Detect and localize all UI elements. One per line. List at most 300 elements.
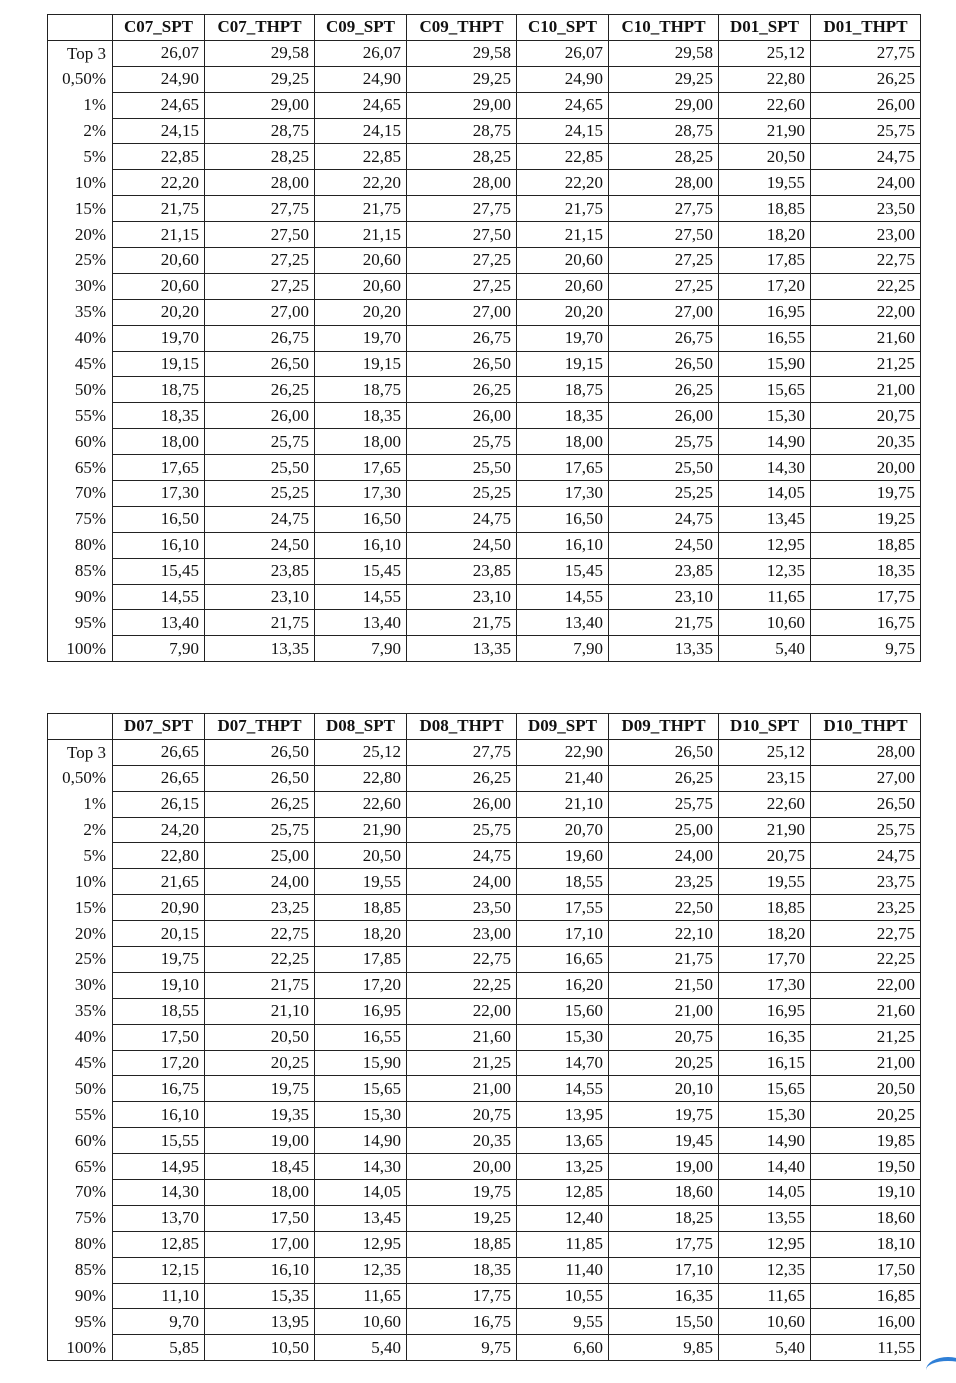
score-cell: 20,50 bbox=[719, 144, 811, 170]
table-row bbox=[48, 998, 921, 1024]
corner-cell bbox=[48, 714, 113, 740]
score-cell: 22,75 bbox=[811, 248, 921, 274]
score-cell: 20,20 bbox=[517, 299, 609, 325]
score-cell: 26,25 bbox=[205, 377, 315, 403]
score-cell: 20,20 bbox=[315, 299, 407, 325]
score-table-d-blocks bbox=[47, 713, 921, 1361]
table-row bbox=[48, 1180, 921, 1206]
score-cell: 7,90 bbox=[517, 636, 609, 662]
score-cell: 23,75 bbox=[811, 869, 921, 895]
score-cell: 25,75 bbox=[811, 817, 921, 843]
score-cell: 28,75 bbox=[205, 118, 315, 144]
column-header: C09_SPT bbox=[315, 15, 407, 41]
score-cell: 14,30 bbox=[719, 455, 811, 481]
score-cell: 20,25 bbox=[205, 1050, 315, 1076]
score-cell: 29,25 bbox=[609, 66, 719, 92]
score-cell: 19,55 bbox=[719, 170, 811, 196]
score-cell: 26,07 bbox=[315, 40, 407, 66]
score-cell: 25,25 bbox=[609, 481, 719, 507]
score-cell: 21,75 bbox=[609, 610, 719, 636]
score-cell: 22,00 bbox=[407, 998, 517, 1024]
score-cell: 23,50 bbox=[407, 895, 517, 921]
score-cell: 25,00 bbox=[205, 843, 315, 869]
table-row bbox=[48, 947, 921, 973]
score-cell: 6,60 bbox=[517, 1335, 609, 1361]
score-cell: 19,55 bbox=[315, 869, 407, 895]
score-cell: 25,75 bbox=[205, 429, 315, 455]
column-header: D09_SPT bbox=[517, 714, 609, 740]
score-cell: 24,75 bbox=[811, 843, 921, 869]
score-cell: 23,25 bbox=[811, 895, 921, 921]
score-cell: 18,55 bbox=[113, 998, 205, 1024]
score-cell: 15,55 bbox=[113, 1128, 205, 1154]
score-cell: 26,07 bbox=[113, 40, 205, 66]
score-cell: 12,85 bbox=[113, 1231, 205, 1257]
score-cell: 15,50 bbox=[609, 1309, 719, 1335]
row-label: 75% bbox=[48, 1205, 113, 1231]
score-cell: 15,60 bbox=[517, 998, 609, 1024]
row-label: 65% bbox=[48, 455, 113, 481]
score-cell: 18,35 bbox=[811, 558, 921, 584]
score-cell: 12,95 bbox=[719, 532, 811, 558]
score-cell: 22,25 bbox=[811, 273, 921, 299]
table-row bbox=[48, 222, 921, 248]
row-label: 60% bbox=[48, 429, 113, 455]
score-cell: 17,65 bbox=[315, 455, 407, 481]
score-cell: 13,55 bbox=[719, 1205, 811, 1231]
score-cell: 21,60 bbox=[811, 998, 921, 1024]
score-cell: 26,50 bbox=[205, 351, 315, 377]
row-label: 2% bbox=[48, 817, 113, 843]
row-label: Top 3 bbox=[48, 739, 113, 765]
row-label: 55% bbox=[48, 403, 113, 429]
score-cell: 14,90 bbox=[315, 1128, 407, 1154]
score-cell: 17,10 bbox=[517, 921, 609, 947]
score-cell: 21,00 bbox=[811, 1050, 921, 1076]
table-row bbox=[48, 584, 921, 610]
score-cell: 15,30 bbox=[719, 1102, 811, 1128]
column-header: D01_SPT bbox=[719, 15, 811, 41]
score-cell: 17,50 bbox=[113, 1024, 205, 1050]
score-cell: 29,58 bbox=[609, 40, 719, 66]
score-cell: 19,15 bbox=[113, 351, 205, 377]
score-cell: 14,55 bbox=[517, 1076, 609, 1102]
score-cell: 29,58 bbox=[407, 40, 517, 66]
score-cell: 20,15 bbox=[113, 921, 205, 947]
score-cell: 20,10 bbox=[609, 1076, 719, 1102]
score-cell: 20,50 bbox=[811, 1076, 921, 1102]
score-cell: 17,20 bbox=[113, 1050, 205, 1076]
score-cell: 21,00 bbox=[811, 377, 921, 403]
table-body bbox=[48, 739, 921, 1360]
column-header: D08_THPT bbox=[407, 714, 517, 740]
score-cell: 27,50 bbox=[407, 222, 517, 248]
score-cell: 11,40 bbox=[517, 1257, 609, 1283]
row-label: 70% bbox=[48, 481, 113, 507]
score-cell: 17,30 bbox=[719, 972, 811, 998]
score-cell: 20,50 bbox=[205, 1024, 315, 1050]
score-cell: 10,60 bbox=[719, 1309, 811, 1335]
table-row bbox=[48, 92, 921, 118]
score-cell: 17,20 bbox=[315, 972, 407, 998]
score-cell: 23,85 bbox=[205, 558, 315, 584]
score-cell: 19,75 bbox=[205, 1076, 315, 1102]
score-cell: 26,50 bbox=[205, 739, 315, 765]
table-row bbox=[48, 325, 921, 351]
score-cell: 11,85 bbox=[517, 1231, 609, 1257]
score-cell: 25,25 bbox=[407, 481, 517, 507]
score-cell: 15,45 bbox=[315, 558, 407, 584]
score-cell: 23,85 bbox=[407, 558, 517, 584]
row-label: 0,50% bbox=[48, 765, 113, 791]
score-cell: 18,60 bbox=[609, 1180, 719, 1206]
score-cell: 27,00 bbox=[609, 299, 719, 325]
score-cell: 22,85 bbox=[315, 144, 407, 170]
score-cell: 22,80 bbox=[315, 765, 407, 791]
row-label: 1% bbox=[48, 791, 113, 817]
score-cell: 18,45 bbox=[205, 1154, 315, 1180]
score-cell: 7,90 bbox=[315, 636, 407, 662]
row-label: 50% bbox=[48, 1076, 113, 1102]
score-cell: 26,50 bbox=[609, 739, 719, 765]
score-cell: 18,85 bbox=[407, 1231, 517, 1257]
score-cell: 18,00 bbox=[205, 1180, 315, 1206]
score-cell: 11,65 bbox=[719, 584, 811, 610]
score-cell: 27,25 bbox=[609, 273, 719, 299]
score-cell: 23,10 bbox=[205, 584, 315, 610]
score-cell: 18,20 bbox=[719, 222, 811, 248]
score-cell: 20,50 bbox=[315, 843, 407, 869]
row-label: 90% bbox=[48, 584, 113, 610]
score-cell: 24,75 bbox=[609, 506, 719, 532]
score-cell: 16,50 bbox=[517, 506, 609, 532]
score-cell: 10,60 bbox=[719, 610, 811, 636]
score-cell: 12,40 bbox=[517, 1205, 609, 1231]
score-cell: 14,05 bbox=[719, 481, 811, 507]
score-cell: 21,50 bbox=[609, 972, 719, 998]
column-header: D10_SPT bbox=[719, 714, 811, 740]
score-cell: 14,55 bbox=[315, 584, 407, 610]
score-cell: 21,25 bbox=[811, 1024, 921, 1050]
score-cell: 19,25 bbox=[407, 1205, 517, 1231]
score-cell: 24,20 bbox=[113, 817, 205, 843]
score-cell: 16,95 bbox=[719, 299, 811, 325]
table-row bbox=[48, 1335, 921, 1361]
column-header: C09_THPT bbox=[407, 15, 517, 41]
table-row bbox=[48, 196, 921, 222]
score-cell: 26,15 bbox=[113, 791, 205, 817]
score-cell: 22,20 bbox=[315, 170, 407, 196]
table-row bbox=[48, 739, 921, 765]
row-label: 30% bbox=[48, 972, 113, 998]
score-cell: 18,85 bbox=[719, 895, 811, 921]
score-cell: 20,75 bbox=[609, 1024, 719, 1050]
score-cell: 26,50 bbox=[407, 351, 517, 377]
score-cell: 24,00 bbox=[407, 869, 517, 895]
row-label: 60% bbox=[48, 1128, 113, 1154]
row-label: 10% bbox=[48, 869, 113, 895]
score-cell: 24,65 bbox=[517, 92, 609, 118]
score-cell: 16,10 bbox=[113, 532, 205, 558]
score-cell: 25,75 bbox=[205, 817, 315, 843]
table-row bbox=[48, 1102, 921, 1128]
score-cell: 12,85 bbox=[517, 1180, 609, 1206]
score-cell: 16,35 bbox=[719, 1024, 811, 1050]
row-label: 45% bbox=[48, 1050, 113, 1076]
row-label: 5% bbox=[48, 843, 113, 869]
row-label: Top 3 bbox=[48, 40, 113, 66]
score-cell: 14,05 bbox=[719, 1180, 811, 1206]
score-cell: 12,95 bbox=[315, 1231, 407, 1257]
score-cell: 18,00 bbox=[113, 429, 205, 455]
score-cell: 21,75 bbox=[205, 972, 315, 998]
score-cell: 16,50 bbox=[113, 506, 205, 532]
score-cell: 9,85 bbox=[609, 1335, 719, 1361]
score-cell: 24,50 bbox=[205, 532, 315, 558]
score-cell: 25,50 bbox=[205, 455, 315, 481]
score-cell: 22,20 bbox=[517, 170, 609, 196]
row-label: 5% bbox=[48, 144, 113, 170]
score-cell: 25,75 bbox=[609, 791, 719, 817]
score-cell: 19,15 bbox=[517, 351, 609, 377]
table-row bbox=[48, 1257, 921, 1283]
score-cell: 15,30 bbox=[719, 403, 811, 429]
score-cell: 18,75 bbox=[113, 377, 205, 403]
table-row bbox=[48, 455, 921, 481]
score-cell: 27,75 bbox=[609, 196, 719, 222]
score-cell: 20,60 bbox=[315, 248, 407, 274]
column-header: C10_THPT bbox=[609, 15, 719, 41]
table-row bbox=[48, 895, 921, 921]
score-cell: 23,25 bbox=[609, 869, 719, 895]
score-cell: 11,55 bbox=[811, 1335, 921, 1361]
table-row bbox=[48, 1283, 921, 1309]
score-cell: 20,35 bbox=[811, 429, 921, 455]
score-cell: 20,75 bbox=[811, 403, 921, 429]
score-cell: 16,95 bbox=[315, 998, 407, 1024]
score-cell: 13,35 bbox=[205, 636, 315, 662]
score-cell: 27,75 bbox=[811, 40, 921, 66]
score-cell: 5,40 bbox=[719, 1335, 811, 1361]
score-cell: 17,65 bbox=[113, 455, 205, 481]
score-cell: 27,75 bbox=[407, 196, 517, 222]
row-label: 25% bbox=[48, 947, 113, 973]
score-cell: 20,00 bbox=[407, 1154, 517, 1180]
score-cell: 25,25 bbox=[205, 481, 315, 507]
score-cell: 18,35 bbox=[113, 403, 205, 429]
score-cell: 21,90 bbox=[719, 118, 811, 144]
score-cell: 14,40 bbox=[719, 1154, 811, 1180]
score-cell: 23,10 bbox=[609, 584, 719, 610]
header-row bbox=[48, 15, 921, 41]
score-cell: 27,00 bbox=[205, 299, 315, 325]
score-cell: 5,85 bbox=[113, 1335, 205, 1361]
row-label: 35% bbox=[48, 998, 113, 1024]
score-cell: 27,50 bbox=[609, 222, 719, 248]
score-cell: 24,50 bbox=[609, 532, 719, 558]
score-cell: 26,25 bbox=[205, 791, 315, 817]
row-label: 20% bbox=[48, 222, 113, 248]
score-cell: 19,70 bbox=[113, 325, 205, 351]
column-header: C10_SPT bbox=[517, 15, 609, 41]
score-cell: 22,00 bbox=[811, 972, 921, 998]
table-row bbox=[48, 506, 921, 532]
score-cell: 13,40 bbox=[315, 610, 407, 636]
row-label: 70% bbox=[48, 1180, 113, 1206]
score-cell: 13,70 bbox=[113, 1205, 205, 1231]
score-cell: 28,25 bbox=[407, 144, 517, 170]
row-label: 100% bbox=[48, 1335, 113, 1361]
score-cell: 27,00 bbox=[407, 299, 517, 325]
score-cell: 16,85 bbox=[811, 1283, 921, 1309]
row-label: 15% bbox=[48, 196, 113, 222]
row-label: 2% bbox=[48, 118, 113, 144]
table-row bbox=[48, 1076, 921, 1102]
column-header: D01_THPT bbox=[811, 15, 921, 41]
score-cell: 20,60 bbox=[113, 273, 205, 299]
score-cell: 13,40 bbox=[517, 610, 609, 636]
score-cell: 19,60 bbox=[517, 843, 609, 869]
score-cell: 23,00 bbox=[811, 222, 921, 248]
score-cell: 25,75 bbox=[407, 817, 517, 843]
row-label: 0,50% bbox=[48, 66, 113, 92]
score-cell: 15,30 bbox=[315, 1102, 407, 1128]
score-cell: 25,12 bbox=[719, 739, 811, 765]
score-cell: 26,07 bbox=[517, 40, 609, 66]
score-cell: 17,65 bbox=[517, 455, 609, 481]
score-cell: 15,45 bbox=[517, 558, 609, 584]
score-cell: 5,40 bbox=[315, 1335, 407, 1361]
score-table-c-blocks bbox=[47, 14, 921, 662]
score-cell: 21,60 bbox=[407, 1024, 517, 1050]
score-cell: 14,70 bbox=[517, 1050, 609, 1076]
score-cell: 27,75 bbox=[407, 739, 517, 765]
row-label: 100% bbox=[48, 636, 113, 662]
score-cell: 13,35 bbox=[609, 636, 719, 662]
score-cell: 19,10 bbox=[811, 1180, 921, 1206]
score-cell: 16,75 bbox=[113, 1076, 205, 1102]
score-cell: 26,65 bbox=[113, 765, 205, 791]
score-cell: 13,45 bbox=[315, 1205, 407, 1231]
table-row bbox=[48, 429, 921, 455]
score-cell: 26,75 bbox=[205, 325, 315, 351]
score-cell: 17,85 bbox=[315, 947, 407, 973]
score-cell: 20,75 bbox=[407, 1102, 517, 1128]
score-cell: 14,55 bbox=[113, 584, 205, 610]
score-cell: 25,75 bbox=[407, 429, 517, 455]
score-cell: 11,10 bbox=[113, 1283, 205, 1309]
column-header: D07_THPT bbox=[205, 714, 315, 740]
score-cell: 29,00 bbox=[205, 92, 315, 118]
table-row bbox=[48, 481, 921, 507]
score-cell: 15,65 bbox=[719, 1076, 811, 1102]
score-cell: 18,25 bbox=[609, 1205, 719, 1231]
score-cell: 24,65 bbox=[315, 92, 407, 118]
score-cell: 22,60 bbox=[719, 92, 811, 118]
score-cell: 22,85 bbox=[517, 144, 609, 170]
score-cell: 13,40 bbox=[113, 610, 205, 636]
score-cell: 14,90 bbox=[719, 1128, 811, 1154]
score-cell: 10,50 bbox=[205, 1335, 315, 1361]
score-cell: 19,55 bbox=[719, 869, 811, 895]
score-cell: 26,25 bbox=[407, 377, 517, 403]
score-cell: 17,85 bbox=[719, 248, 811, 274]
score-cell: 24,00 bbox=[205, 869, 315, 895]
score-cell: 16,55 bbox=[719, 325, 811, 351]
score-cell: 26,50 bbox=[609, 351, 719, 377]
score-cell: 22,20 bbox=[113, 170, 205, 196]
column-header: D07_SPT bbox=[113, 714, 205, 740]
score-cell: 28,75 bbox=[407, 118, 517, 144]
table-row bbox=[48, 869, 921, 895]
score-cell: 24,75 bbox=[811, 144, 921, 170]
table-header bbox=[48, 15, 921, 41]
table-row bbox=[48, 144, 921, 170]
column-header: D08_SPT bbox=[315, 714, 407, 740]
table-row bbox=[48, 1024, 921, 1050]
score-cell: 16,35 bbox=[609, 1283, 719, 1309]
score-cell: 19,75 bbox=[113, 947, 205, 973]
table-row bbox=[48, 273, 921, 299]
score-cell: 17,30 bbox=[113, 481, 205, 507]
score-cell: 25,50 bbox=[407, 455, 517, 481]
score-cell: 21,15 bbox=[517, 222, 609, 248]
row-label: 1% bbox=[48, 92, 113, 118]
score-cell: 15,30 bbox=[517, 1024, 609, 1050]
score-cell: 26,00 bbox=[205, 403, 315, 429]
score-cell: 28,00 bbox=[811, 739, 921, 765]
score-cell: 17,75 bbox=[811, 584, 921, 610]
score-cell: 21,75 bbox=[407, 610, 517, 636]
score-cell: 26,25 bbox=[609, 765, 719, 791]
table-row bbox=[48, 636, 921, 662]
score-cell: 19,35 bbox=[205, 1102, 315, 1128]
table-row bbox=[48, 1050, 921, 1076]
table-row bbox=[48, 299, 921, 325]
score-cell: 25,12 bbox=[315, 739, 407, 765]
score-cell: 16,65 bbox=[517, 947, 609, 973]
score-cell: 24,65 bbox=[113, 92, 205, 118]
score-cell: 18,60 bbox=[811, 1205, 921, 1231]
score-cell: 26,25 bbox=[811, 66, 921, 92]
score-cell: 20,60 bbox=[113, 248, 205, 274]
score-cell: 24,00 bbox=[609, 843, 719, 869]
score-cell: 28,00 bbox=[205, 170, 315, 196]
score-cell: 27,00 bbox=[811, 765, 921, 791]
row-label: 75% bbox=[48, 506, 113, 532]
score-cell: 24,50 bbox=[407, 532, 517, 558]
score-cell: 11,65 bbox=[719, 1283, 811, 1309]
table-row bbox=[48, 66, 921, 92]
score-cell: 19,75 bbox=[407, 1180, 517, 1206]
score-cell: 18,55 bbox=[517, 869, 609, 895]
score-cell: 28,00 bbox=[407, 170, 517, 196]
score-cell: 23,10 bbox=[407, 584, 517, 610]
score-cell: 17,75 bbox=[609, 1231, 719, 1257]
score-cell: 22,50 bbox=[609, 895, 719, 921]
score-cell: 20,75 bbox=[719, 843, 811, 869]
row-label: 55% bbox=[48, 1102, 113, 1128]
score-cell: 24,15 bbox=[113, 118, 205, 144]
score-cell: 12,95 bbox=[719, 1231, 811, 1257]
score-cell: 21,40 bbox=[517, 765, 609, 791]
score-cell: 17,10 bbox=[609, 1257, 719, 1283]
score-cell: 27,75 bbox=[205, 196, 315, 222]
score-cell: 22,80 bbox=[719, 66, 811, 92]
score-cell: 23,85 bbox=[609, 558, 719, 584]
score-cell: 26,25 bbox=[407, 765, 517, 791]
score-cell: 21,10 bbox=[517, 791, 609, 817]
